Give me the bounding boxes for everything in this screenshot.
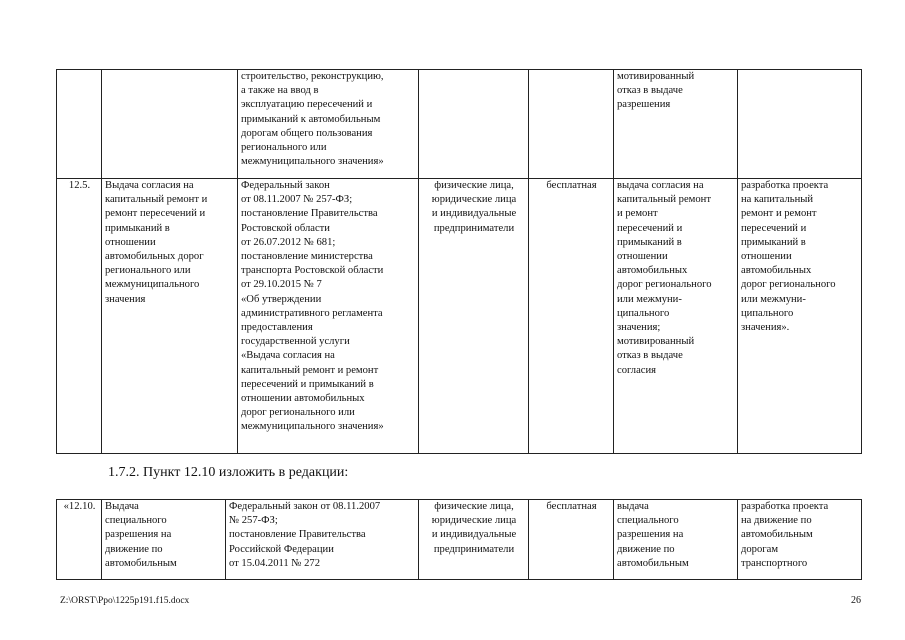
table-row-12-5 [57,179,862,454]
cell-legal-basis: Федеральный закон от 08.11.2007 № 257-ФЗ; постановление Правительства Российской Федерации от 15.04.2011 № 272 [226,500,419,580]
cell-related-service: разработка проекта на движение по автомобильным дорогам транспортного [738,500,862,580]
cell-fee: бесплатная [529,500,614,580]
cell-result: выдача специального разрешения на движение по автомобильным [614,500,738,580]
cell-num: 12.5. [57,179,102,454]
cell-service-name [102,70,238,179]
cell-num: «12.10. [57,500,102,580]
cell-num [57,70,102,179]
cell-service-name: Выдача специального разрешения на движение по автомобильным [102,500,226,580]
cell-result: выдача согласия на капитальный ремонт и ремонт пересечений и примыканий в отношении автомобильных дорог регионального или межмуни- ципального значения; мотивированный отказ в выдаче согласия [614,179,738,454]
cell-related-service: разработка проекта на капитальный ремонт и ремонт пересечений и примыканий в отношении автомобильных дорог регионального или межмуни- ципального значения». [738,179,862,454]
cell-applicants [419,70,529,179]
cell-applicants: физические лица, юридические лица и индивидуальные предприниматели [419,179,529,454]
cell-legal-basis: Федеральный закон от 08.11.2007 № 257-ФЗ; постановление Правительства Ростовской области от 26.07.2012 № 681; постановление министерства транспорта Ростовской области от 29.10.2015 № 7 «Об утверждении административного регламента предоставления государственной услуги «Выдача согласия на капитальный ремонт и ремонт пересечений и примыканий в отношении автомобильных дорог регионального или межмуниципального значения» [238,179,419,454]
cell-service-name: Выдача согласия на капитальный ремонт и ремонт пересечений и примыканий в отношении автомобильных дорог регионального или межмуниципального значения [102,179,238,454]
services-table-continued [56,69,862,454]
page-number: 26 [851,595,861,606]
cell-related-service [738,70,862,179]
footer-file-path: Z:\ORST\Ppo\1225p191.f15.docx [60,596,190,606]
cell-legal-basis: строительство, реконструкцию, а также на ввод в эксплуатацию пересечений и примыканий к автомобильным дорогам общего пользования регионального или межмуниципального значения» [238,70,419,179]
cell-applicants: физические лица, юридические лица и индивидуальные предприниматели [419,500,529,580]
section-heading: 1.7.2. Пункт 12.10 изложить в редакции: [108,465,349,480]
cell-fee: бесплатная [529,179,614,454]
cell-fee [529,70,614,179]
table-row-12-10 [57,500,862,580]
cell-result: мотивированный отказ в выдаче разрешения [614,70,738,179]
table-row-continued [57,70,862,179]
services-table-new [56,499,862,580]
